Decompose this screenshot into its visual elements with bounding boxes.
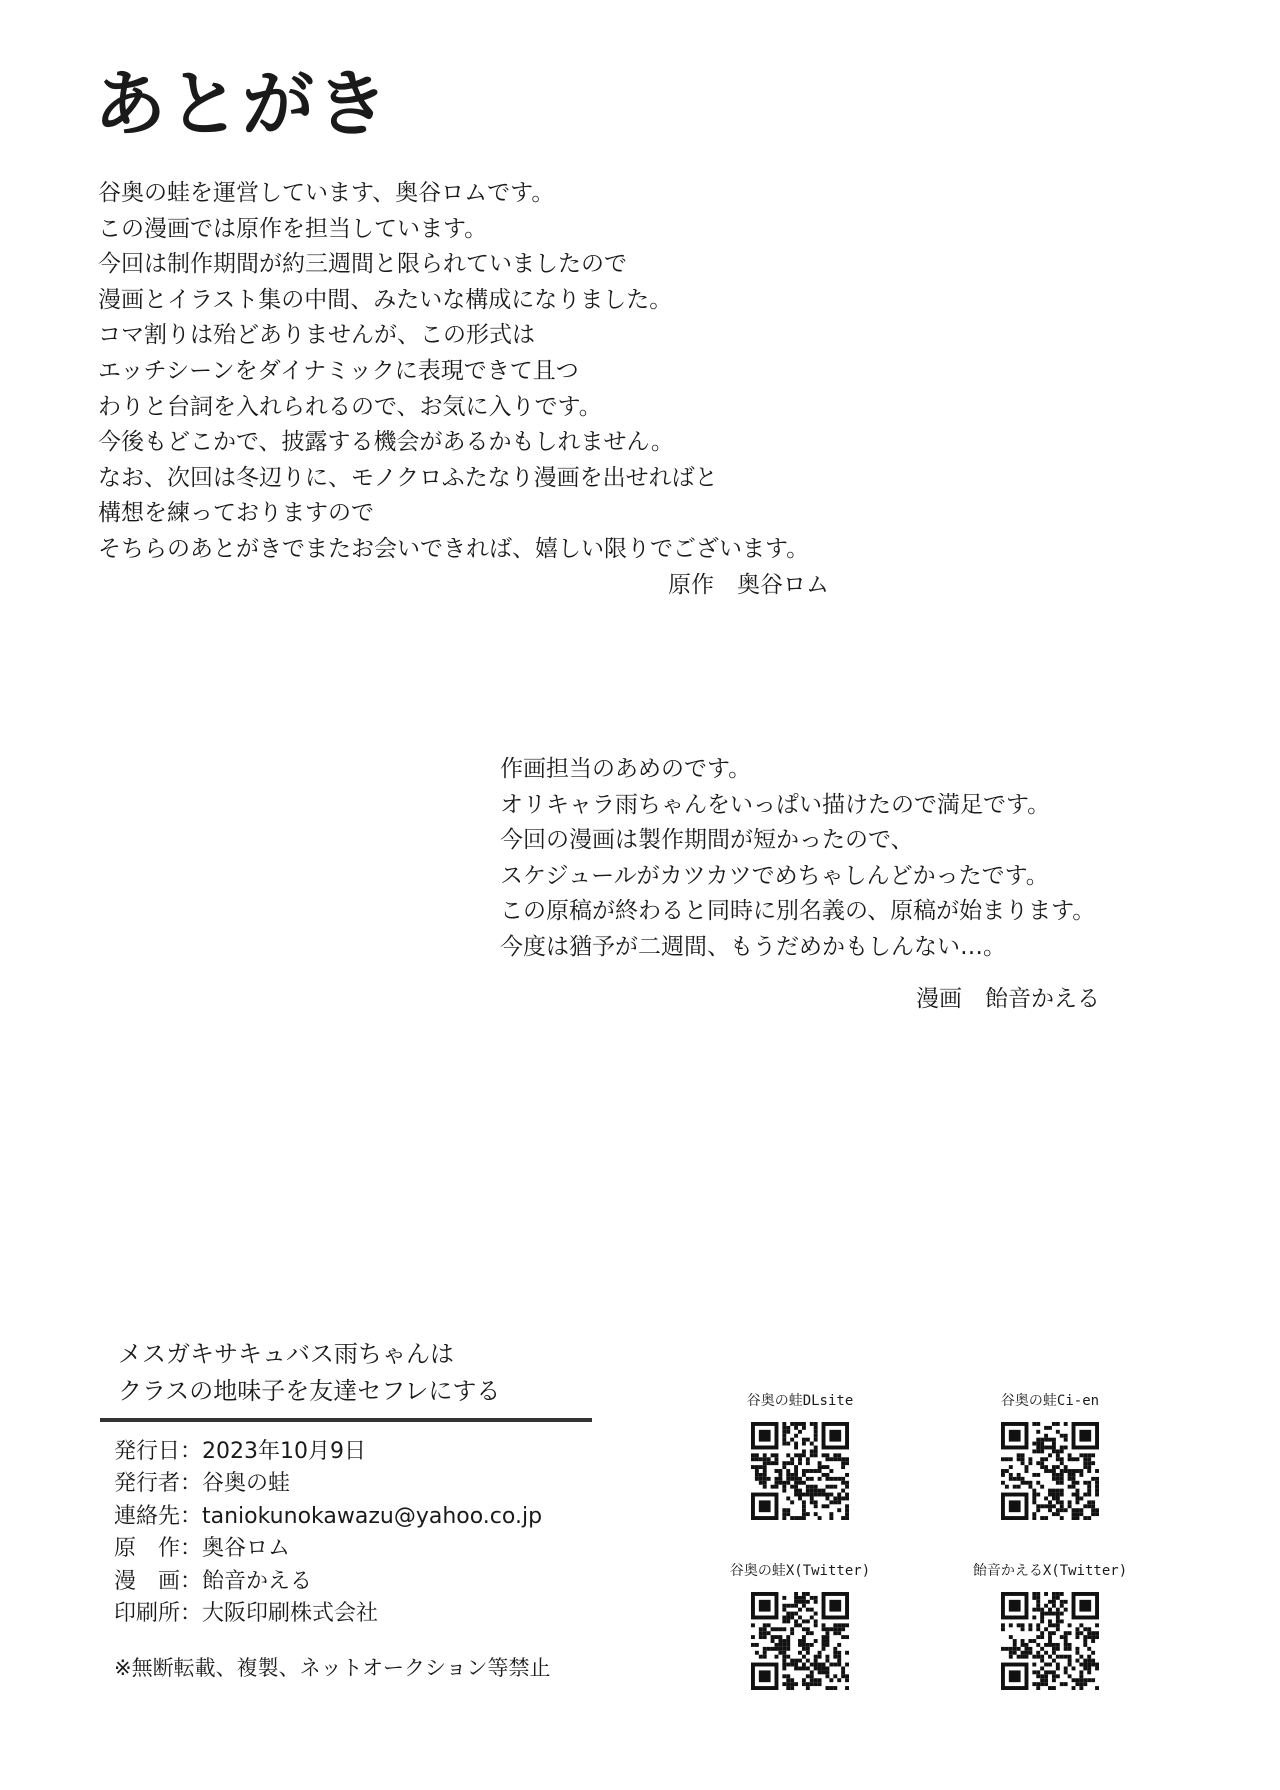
text-line: この原稿が終わると同時に別名義の、原稿が始まります。 — [500, 898, 1096, 925]
qr-twitter-artist[interactable] — [960, 1560, 1140, 1690]
text-line: 構想を練っておりますので — [98, 500, 374, 527]
publisher: 発行者：谷奥の蛙 — [114, 1471, 291, 1497]
artist-signature: 漫画 飴音かえる — [916, 986, 1100, 1012]
book-title — [118, 1336, 500, 1410]
text-line: 今回の漫画は製作期間が短かったので、 — [500, 827, 914, 854]
text-line: 今回は制作期間が約三週間と限られていましたので — [98, 251, 627, 278]
original-author: 原 作：奥谷ロム — [114, 1536, 291, 1562]
text-line: 谷奥の蛙を運営しています、奥谷ロムです。 — [98, 180, 555, 206]
contact-email: 連絡先：taniokunokawazu@yahoo.co.jp — [114, 1503, 543, 1529]
qr-code-icon[interactable] — [1001, 1422, 1099, 1520]
book-title-line: メスガキサキュバス雨ちゃんは — [118, 1340, 454, 1368]
author-signature: 原作 奥谷ロム — [668, 572, 829, 598]
printer: 印刷所：大阪印刷株式会社 — [114, 1601, 379, 1627]
text-line: なお、次回は冬辺りに、モノクロふたなり漫画を出せればと — [98, 464, 718, 491]
afterword-artist-text — [500, 752, 1095, 966]
qr-code-icon[interactable] — [1001, 1592, 1099, 1690]
manga-artist: 漫 画：飴音かえる — [114, 1568, 313, 1594]
text-line: オリキャラ雨ちゃんをいっぱい描けたので満足です。 — [500, 791, 1051, 818]
qr-code-icon[interactable] — [751, 1422, 849, 1520]
qr-ci-en[interactable] — [960, 1390, 1140, 1520]
colophon-info — [114, 1436, 542, 1630]
text-line: わりと台詞を入れられるので、お気に入りです。 — [98, 393, 602, 420]
qr-twitter-circle[interactable] — [710, 1560, 890, 1690]
text-line: 今度は猶予が二週間、もうだめかもしんない…。 — [500, 933, 1006, 960]
text-line: 今後もどこかで、披露する機会があるかもしれません。 — [98, 429, 674, 456]
text-line: コマ割りは殆どありませんが、この形式は — [98, 322, 535, 349]
publish-date: 発行日：2023年10月9日 — [114, 1439, 366, 1464]
text-line: この漫画では原作を担当しています。 — [98, 215, 488, 242]
divider — [100, 1418, 592, 1422]
qr-label: 谷奥の蛙Ci-en — [1000, 1393, 1100, 1409]
copyright-notice: ※無断転載、複製、ネットオークション等禁止 — [114, 1656, 551, 1680]
text-line: 作画担当のあめのです。 — [500, 756, 752, 782]
text-line: スケジュールがカツカツでめちゃしんどかったです。 — [500, 862, 1049, 889]
qr-label: 谷奥の蛙DLsite — [746, 1393, 854, 1409]
text-line: 漫画とイラスト集の中間、みたいな構成になりました。 — [98, 286, 673, 313]
book-title-line: クラスの地味子を友達セフレにする — [118, 1377, 501, 1405]
text-line: エッチシーンをダイナミックに表現できて且つ — [98, 357, 579, 384]
qr-label: 飴音かえるX(Twitter) — [972, 1563, 1128, 1579]
qr-label: 谷奥の蛙X(Twitter) — [729, 1563, 871, 1579]
qr-dlsite[interactable] — [710, 1390, 890, 1520]
afterword-author-text — [98, 176, 809, 568]
qr-code-icon[interactable] — [751, 1592, 849, 1690]
text-line: そちらのあとがきでまたお会いできれば、嬉しい限りでございます。 — [98, 535, 810, 562]
page-title: あとがき — [94, 62, 391, 146]
